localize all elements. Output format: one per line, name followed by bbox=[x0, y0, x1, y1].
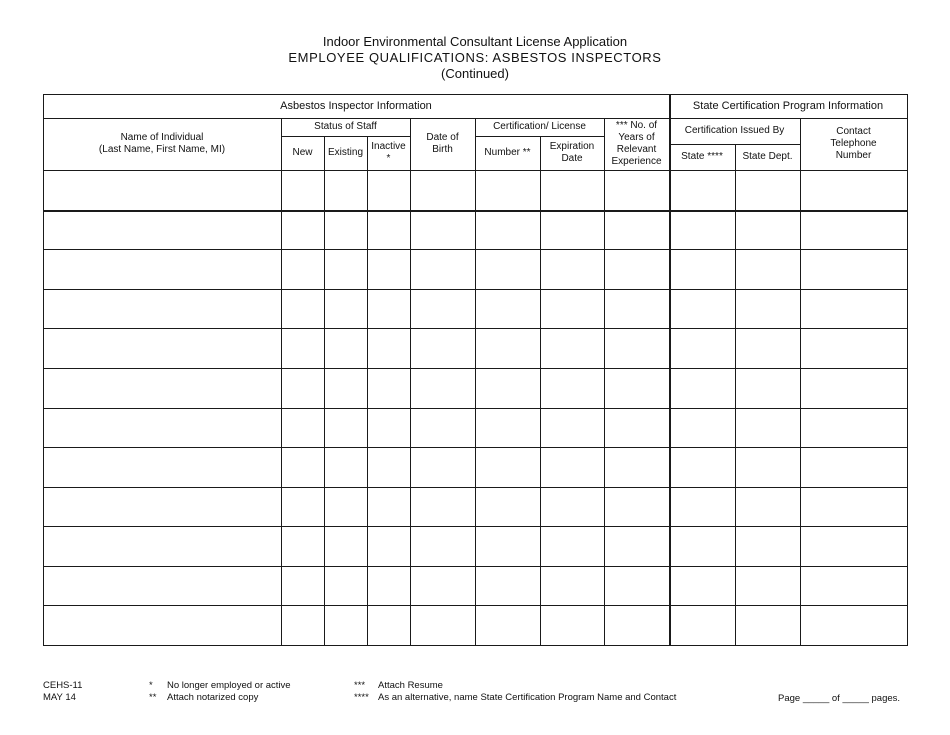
row-rule bbox=[43, 210, 907, 212]
note-1 bbox=[149, 680, 291, 692]
row-rule bbox=[43, 605, 907, 606]
header-certification-issued-by: Certification Issued By bbox=[684, 125, 785, 136]
note-3 bbox=[354, 680, 443, 692]
header-cert-number: Number ** bbox=[484, 147, 531, 158]
note-4-mark: **** bbox=[354, 692, 369, 703]
note-4-text: As an alternative, name State Certification Program Name and Contact bbox=[378, 692, 677, 703]
header-issued-state: State **** bbox=[681, 151, 723, 162]
header-years-experience: *** No. of Years of Relevant Experience bbox=[611, 120, 662, 167]
header-date-of-birth: Date of Birth bbox=[426, 132, 459, 155]
row-rule bbox=[43, 289, 907, 290]
row-rule bbox=[43, 487, 907, 488]
column-rule bbox=[324, 136, 325, 645]
status-subrule bbox=[281, 136, 410, 137]
header-status-existing: Existing bbox=[327, 147, 363, 158]
note-3-mark: *** bbox=[354, 680, 366, 691]
form-continued: (Continued) bbox=[441, 66, 509, 81]
note-2-mark: ** bbox=[149, 692, 157, 703]
note-2-text: Attach notarized copy bbox=[167, 692, 259, 703]
column-rule bbox=[735, 144, 736, 645]
header-status-new: New bbox=[292, 147, 313, 158]
table-border-right bbox=[907, 94, 908, 646]
header-name-of-individual: Name of Individual (Last Name, First Name, MI) bbox=[98, 132, 226, 155]
header-issued-dept: State Dept. bbox=[742, 151, 793, 162]
table-border-bottom bbox=[43, 645, 908, 646]
page-count: Page _____ of _____ pages. bbox=[778, 693, 901, 704]
table-border-top bbox=[43, 94, 908, 95]
row-rule bbox=[43, 447, 907, 448]
header-contact-telephone: Contact Telephone Number bbox=[830, 126, 877, 161]
column-rule bbox=[540, 136, 541, 645]
header-status-of-staff: Status of Staff bbox=[314, 121, 377, 132]
section-divider bbox=[669, 94, 671, 645]
row-rule bbox=[43, 408, 907, 409]
section-state-certification-info: State Certification Program Information bbox=[692, 100, 884, 112]
row-rule bbox=[43, 328, 907, 329]
note-3-text: Attach Resume bbox=[378, 680, 443, 691]
row-rule bbox=[43, 368, 907, 369]
row-rule bbox=[43, 526, 907, 527]
form-title: Indoor Environmental Consultant License Application bbox=[322, 34, 628, 49]
header-status-inactive: Inactive * bbox=[371, 141, 406, 164]
column-rule bbox=[367, 136, 368, 645]
note-4 bbox=[354, 692, 676, 704]
header-certification-license: Certification/ License bbox=[493, 121, 586, 132]
note-1-mark: * bbox=[149, 680, 153, 691]
form-subtitle: EMPLOYEE QUALIFICATIONS: ASBESTOS INSPECTORS bbox=[288, 50, 662, 65]
header-cert-expiration: Expiration Date bbox=[549, 141, 595, 164]
form-id: CEHS-11 bbox=[43, 680, 83, 691]
note-1-text: No longer employed or active bbox=[167, 680, 291, 691]
note-2 bbox=[149, 692, 258, 704]
form-date: MAY 14 bbox=[43, 692, 76, 703]
table-border-left bbox=[43, 94, 44, 646]
row-rule bbox=[43, 566, 907, 567]
row-rule bbox=[43, 249, 907, 250]
section-asbestos-inspector-info: Asbestos Inspector Information bbox=[280, 100, 432, 112]
